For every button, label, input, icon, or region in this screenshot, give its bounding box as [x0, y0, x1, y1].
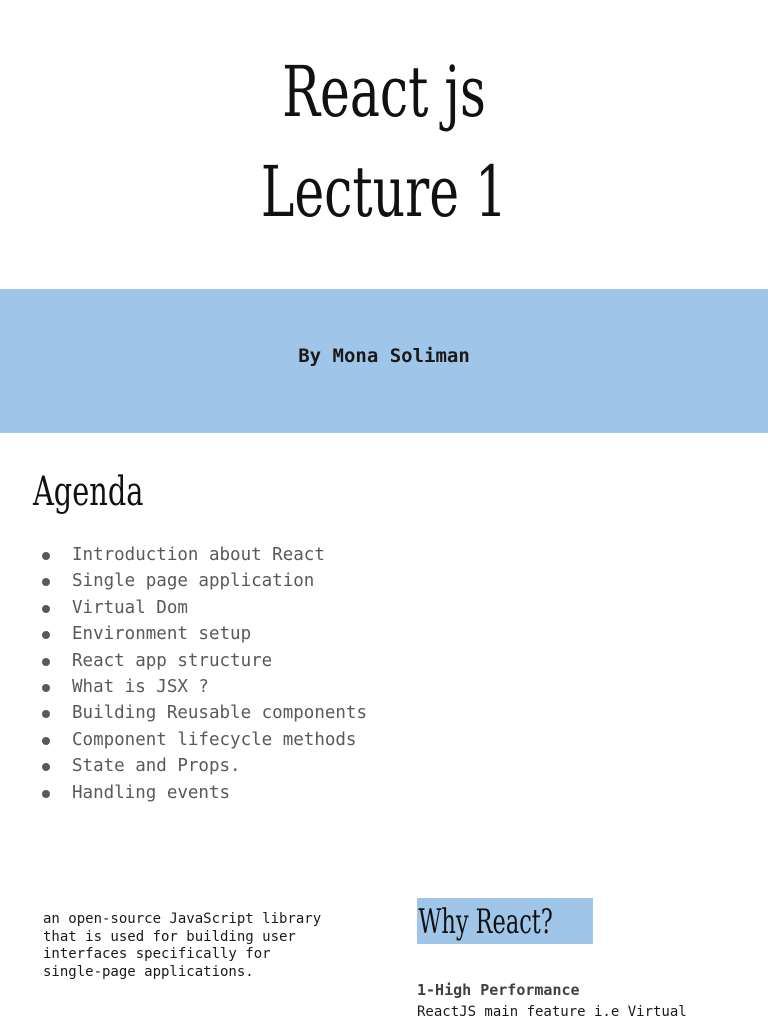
performance-text: ReactJS main feature i.e Virtual	[417, 1004, 687, 1020]
bullet-icon	[42, 658, 50, 666]
title-line-2: Lecture 1	[260, 151, 508, 233]
bullet-icon	[42, 552, 50, 560]
why-react-highlight	[417, 898, 593, 944]
agenda-item-text: State and Props.	[72, 756, 241, 777]
agenda-item-text: What is JSX ?	[72, 676, 209, 697]
slide-title	[108, 42, 661, 242]
performance-title: 1-High Performance	[417, 981, 580, 999]
bullet-icon	[42, 737, 50, 745]
agenda-item-text: React app structure	[72, 650, 273, 671]
agenda-item-text: Single page application	[72, 571, 315, 592]
bullet-icon	[42, 578, 50, 586]
react-description: an open-source JavaScript library that is used for building user interfaces specifically for single-page applications.	[43, 911, 322, 980]
agenda-item-text: Introduction about React	[72, 545, 325, 565]
why-react-heading: Why React?	[418, 902, 553, 942]
agenda-item-text: Virtual Dom	[72, 597, 188, 618]
agenda-item-text: Handling events	[72, 782, 231, 803]
bullet-icon	[42, 605, 50, 613]
bullet-icon	[42, 790, 50, 798]
agenda-item-text: Environment setup	[72, 624, 252, 645]
bullet-icon	[42, 763, 50, 771]
title-line-1: React js	[282, 51, 486, 133]
agenda-item-text: Component lifecycle methods	[72, 729, 357, 750]
bullet-icon	[42, 684, 50, 692]
agenda-item-text: Building Reusable components	[72, 703, 368, 724]
author-name: By Mona Soliman	[298, 345, 470, 367]
bullet-icon	[42, 710, 50, 718]
bullet-icon	[42, 631, 50, 639]
agenda-heading: Agenda	[33, 469, 144, 515]
